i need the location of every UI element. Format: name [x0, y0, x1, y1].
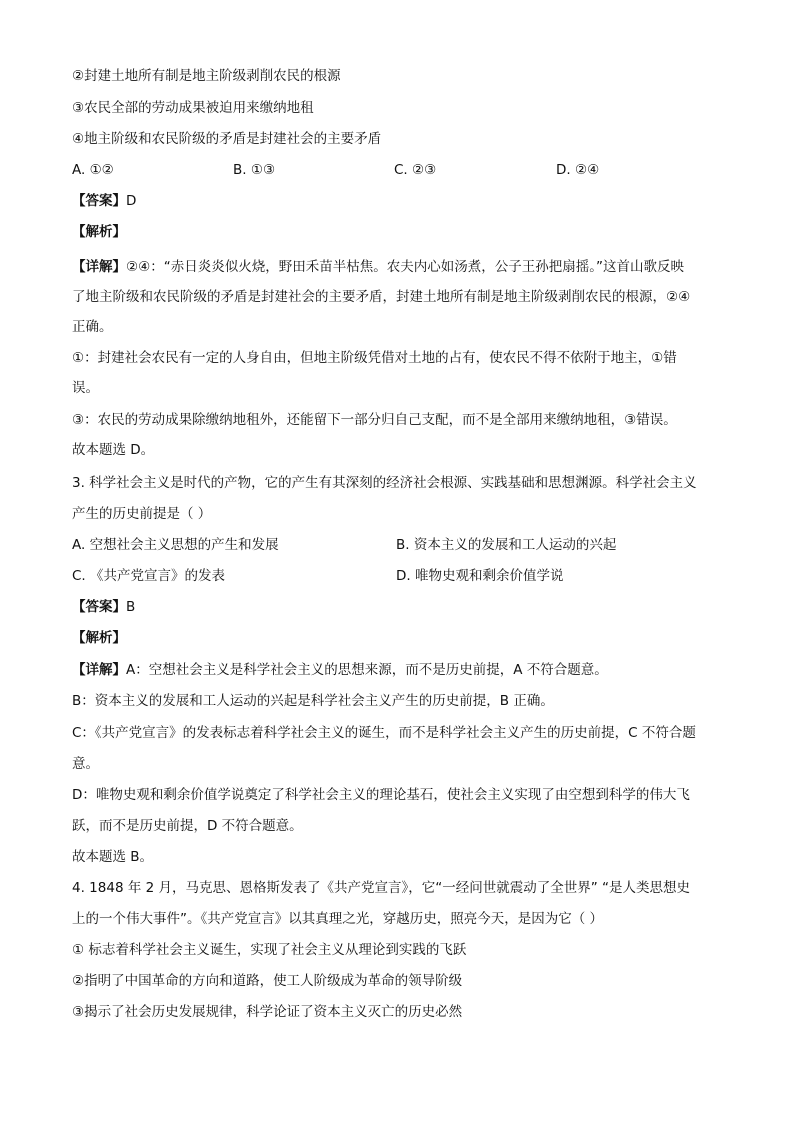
q3-detail-line-5: D：唯物史观和剩余价值学说奠定了科学社会主义的理论基石，使社会主义实现了由空想到科学的伟大飞 [72, 787, 690, 803]
q2-answer-value: D [126, 193, 137, 209]
q3-detail-tag: 【详解】 [72, 662, 126, 678]
q2-analysis-tag: 【解析】 [72, 224, 126, 240]
q2-detail-line-5: 误。 [72, 380, 99, 396]
q2-item-2: ②封建土地所有制是地主阶级剥削农民的根源 [72, 68, 341, 84]
q2-detail-line-7: 故本题选 D。 [72, 442, 155, 458]
q2-detail-text-1: ②④：“赤日炎炎似火烧，野田禾苗半枯焦。农夫内心如汤煮，公子王孙把扇摇。”这首山歌反映 [126, 259, 684, 275]
q2-option-a: A. ①② [72, 162, 114, 178]
q2-item-4: ④地主阶级和农民阶级的矛盾是封建社会的主要矛盾 [72, 131, 382, 147]
q3-option-d: D. 唯物史观和剩余价值学说 [396, 568, 564, 584]
q3-detail-text-1: A：空想社会主义是科学社会主义的思想来源，而不是历史前提，A 不符合题意。 [126, 662, 608, 678]
q3-option-c: C. 《共产党宣言》的发表 [72, 568, 226, 584]
q2-answer [72, 192, 722, 210]
q4-stem-line-1: 4. 1848 年 2 月，马克思、恩格斯发表了《共产党宣言》，它“一经问世就震动了全世界” “是人类思想史 [72, 880, 691, 896]
q4-item-2: ②指明了中国革命的方向和道路，使工人阶级成为革命的领导阶级 [72, 973, 463, 989]
q3-detail-line-4: 意。 [72, 756, 99, 772]
q2-detail-line-4: ①：封建社会农民有一定的人身自由，但地主阶级凭借对土地的占有，使农民不得不依附于地主，①错 [72, 350, 677, 366]
q2-detail-tag: 【详解】 [72, 259, 126, 275]
q3-answer-value: B [126, 599, 136, 615]
q2-detail-line-2: 了地主阶级和农民阶级的矛盾是封建社会的主要矛盾，封建土地所有制是地主阶级剥削农民的根源，②④ [72, 289, 691, 305]
q3-option-b: B. 资本主义的发展和工人运动的兴起 [396, 537, 617, 553]
q2-option-d: D. ②④ [556, 162, 600, 178]
q3-detail-line-2: B：资本主义的发展和工人运动的兴起是科学社会主义产生的历史前提，B 正确。 [72, 693, 554, 709]
q3-detail-line-7: 故本题选 B。 [72, 849, 154, 865]
q3-analysis-tag: 【解析】 [72, 630, 126, 646]
q2-detail-line-1 [72, 258, 722, 276]
q3-detail-line-1 [72, 661, 722, 679]
q2-option-b: B. ①③ [233, 162, 276, 178]
q4-item-1: ① 标志着科学社会主义诞生，实现了社会主义从理论到实践的飞跃 [72, 942, 467, 958]
q4-item-3: ③揭示了社会历史发展规律，科学论证了资本主义灭亡的历史必然 [72, 1004, 463, 1020]
q3-stem-line-2: 产生的历史前提是（ ） [72, 506, 212, 522]
q3-option-a: A. 空想社会主义思想的产生和发展 [72, 537, 279, 553]
q3-answer-tag: 【答案】 [72, 599, 126, 615]
q4-stem-line-2: 上的一个伟大事件”。《共产党宣言》以其真理之光，穿越历史，照亮今天，是因为它（ ） [72, 911, 604, 927]
q3-answer [72, 598, 722, 616]
q3-detail-line-6: 跃，而不是历史前提，D 不符合题意。 [72, 818, 303, 834]
q3-detail-line-3: C：《共产党宣言》的发表标志着科学社会主义的诞生，而不是科学社会主义产生的历史前提，C 不符合题 [72, 725, 696, 741]
q2-detail-line-3: 正确。 [72, 319, 113, 335]
q2-detail-line-6: ③：农民的劳动成果除缴纳地租外，还能留下一部分归自己支配，而不是全部用来缴纳地租，③错误。 [72, 412, 677, 428]
q2-answer-tag: 【答案】 [72, 193, 126, 209]
q2-option-c: C. ②③ [394, 162, 437, 178]
q3-stem-line-1: 3. 科学社会主义是时代的产物，它的产生有其深刻的经济社会根源、实践基础和思想渊源。科学社会主义 [72, 475, 697, 491]
q2-item-3: ③农民全部的劳动成果被迫用来缴纳地租 [72, 100, 314, 116]
